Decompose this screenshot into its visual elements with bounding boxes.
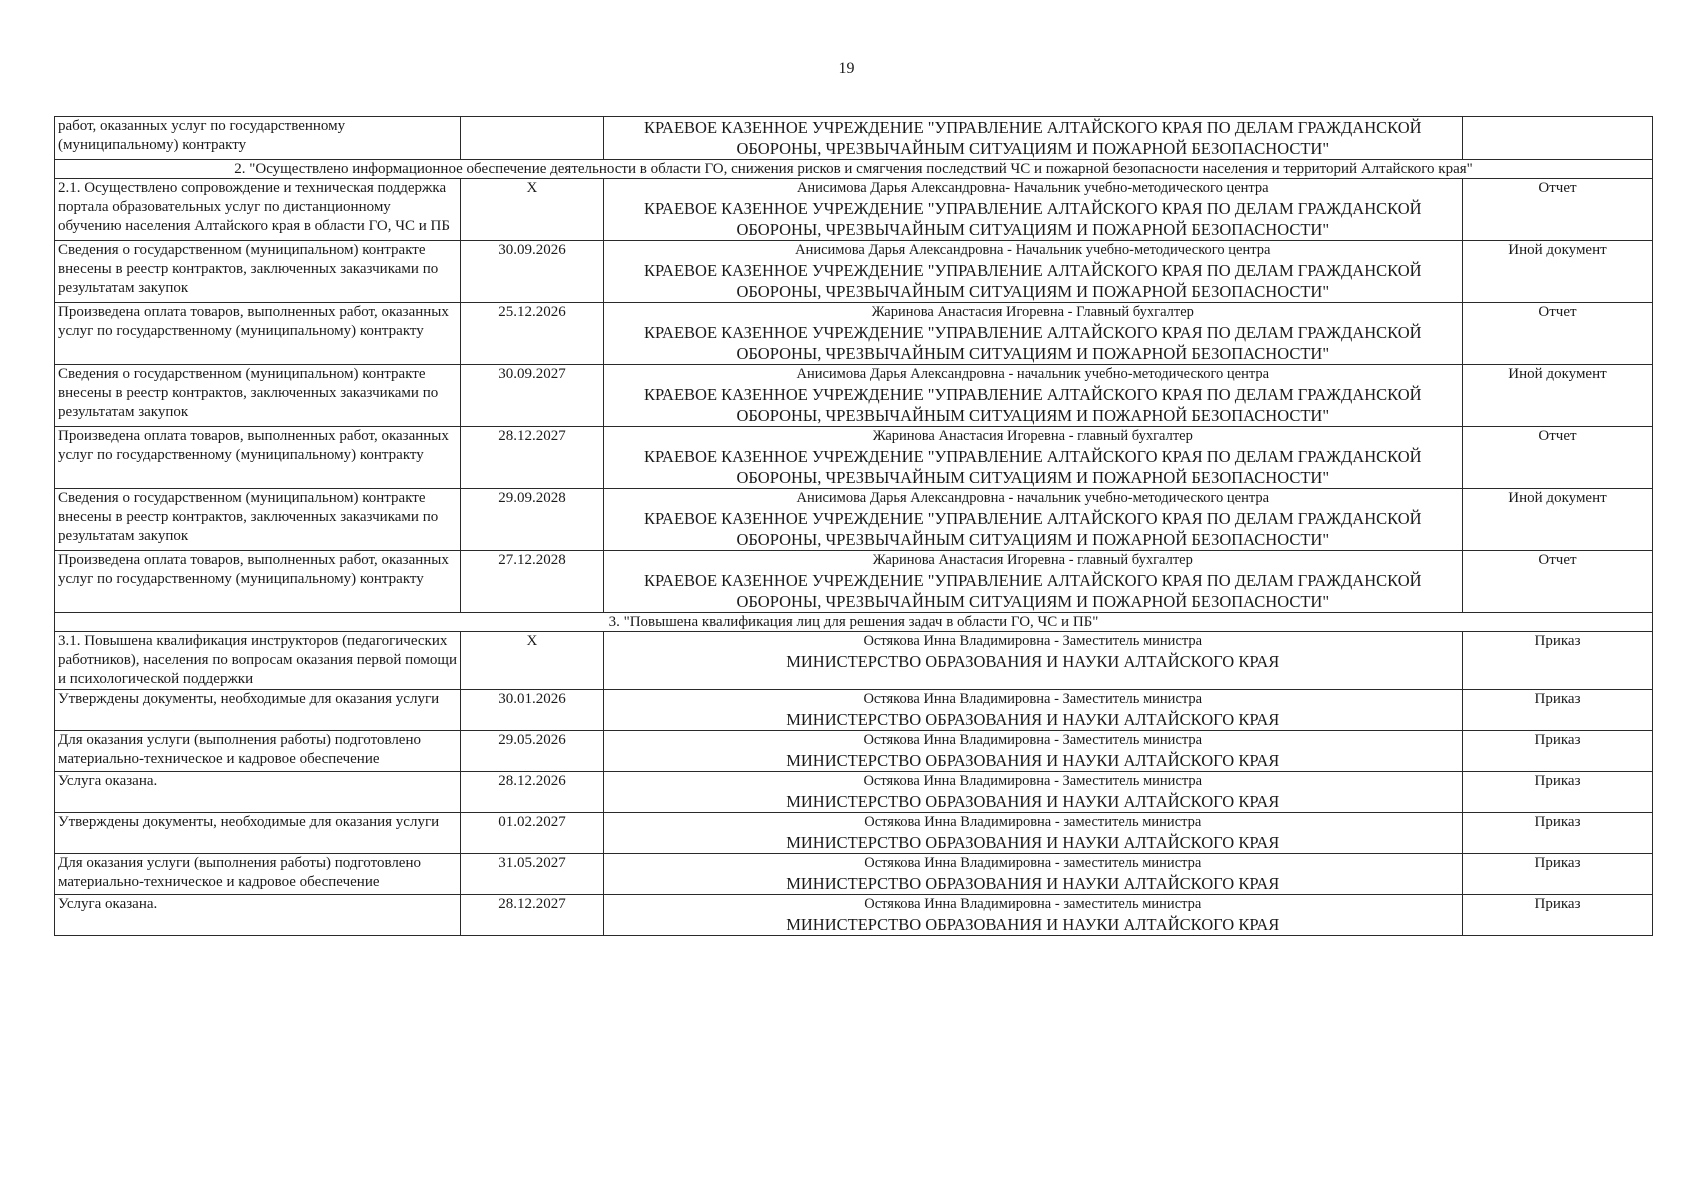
responsible-person: Остякова Инна Владимировна - заместитель министра <box>864 814 1202 830</box>
table-row <box>55 813 1653 854</box>
responsible-cell <box>603 690 1462 731</box>
responsible-person: Жаринова Анастасия Игоревна - Главный бухгалтер <box>871 304 1194 320</box>
table-row <box>55 427 1653 489</box>
responsible-cell <box>603 731 1462 772</box>
responsible-organization: МИНИСТЕРСТВО ОБРАЗОВАНИЯ И НАУКИ АЛТАЙСКОГО КРАЯ <box>786 751 1280 770</box>
document-type-cell: Приказ <box>1463 813 1653 854</box>
responsible-cell <box>603 117 1462 160</box>
event-name-cell: Услуга оказана. <box>55 895 461 936</box>
deadline-cell: 28.12.2027 <box>461 895 603 936</box>
responsible-person: Анисимова Дарья Александровна- Начальник учебно-методического центра <box>796 180 1269 196</box>
plan-table <box>54 116 1653 936</box>
responsible-person: Остякова Инна Владимировна - заместитель министра <box>864 855 1202 871</box>
responsible-cell <box>603 632 1462 690</box>
responsible-cell <box>603 303 1462 365</box>
document-type-cell: Отчет <box>1463 179 1653 241</box>
event-name-cell: Произведена оплата товаров, выполненных работ, оказанных услуг по государственному (муниципальному) контракту <box>55 303 461 365</box>
responsible-cell <box>603 772 1462 813</box>
section-title: 2. "Осуществлено информационное обеспечение деятельности в области ГО, снижения рисков и смягчения последствий ЧС и пожарной безопасности населения и территорий Алтайского края" <box>55 160 1653 179</box>
table-row <box>55 772 1653 813</box>
document-type-cell: Приказ <box>1463 731 1653 772</box>
document-type-cell: Приказ <box>1463 632 1653 690</box>
deadline-cell: 30.01.2026 <box>461 690 603 731</box>
table-row <box>55 632 1653 690</box>
deadline-cell: 30.09.2027 <box>461 365 603 427</box>
table-row <box>55 854 1653 895</box>
responsible-organization: КРАЕВОЕ КАЗЕННОЕ УЧРЕЖДЕНИЕ "УПРАВЛЕНИЕ АЛТАЙСКОГО КРАЯ ПО ДЕЛАМ ГРАЖДАНСКОЙ ОБОРОНЫ, ЧРЕЗВЫЧАЙНЫМ СИТУАЦИЯМ И ПОЖАРНОЙ БЕЗОПАСНОСТИ" <box>643 509 1422 549</box>
event-name-cell: 3.1. Повышена квалификация инструкторов (педагогических работников), населения по вопросам оказания первой помощи и психологической поддержки <box>55 632 461 690</box>
section-header-row <box>55 613 1653 632</box>
responsible-organization: МИНИСТЕРСТВО ОБРАЗОВАНИЯ И НАУКИ АЛТАЙСКОГО КРАЯ <box>786 915 1280 934</box>
responsible-person: Анисимова Дарья Александровна - Начальник учебно-методического центра <box>795 242 1271 258</box>
responsible-cell <box>603 489 1462 551</box>
responsible-cell <box>603 854 1462 895</box>
table-row <box>55 117 1653 160</box>
deadline-cell: 31.05.2027 <box>461 854 603 895</box>
event-name-cell: Услуга оказана. <box>55 772 461 813</box>
table-row <box>55 365 1653 427</box>
event-name-cell: Произведена оплата товаров, выполненных работ, оказанных услуг по государственному (муниципальному) контракту <box>55 551 461 613</box>
event-name-cell: Для оказания услуги (выполнения работы) подготовлено материально-техническое и кадровое обеспечение <box>55 731 461 772</box>
responsible-organization: МИНИСТЕРСТВО ОБРАЗОВАНИЯ И НАУКИ АЛТАЙСКОГО КРАЯ <box>786 792 1280 811</box>
responsible-person: Анисимова Дарья Александровна - начальник учебно-методического центра <box>796 366 1270 382</box>
responsible-person: Анисимова Дарья Александровна - начальник учебно-методического центра <box>796 490 1270 506</box>
responsible-organization: МИНИСТЕРСТВО ОБРАЗОВАНИЯ И НАУКИ АЛТАЙСКОГО КРАЯ <box>786 833 1280 852</box>
event-name-cell: Сведения о государственном (муниципальном) контракте внесены в реестр контрактов, заключенных заказчиками по результатам закупок <box>55 241 461 303</box>
responsible-cell <box>603 241 1462 303</box>
table-row <box>55 489 1653 551</box>
event-name-cell: 2.1. Осуществлено сопровождение и техническая поддержка портала образовательных услуг по дистанционному обучению населения Алтайского края в области ГО, ЧС и ПБ <box>55 179 461 241</box>
responsible-organization: КРАЕВОЕ КАЗЕННОЕ УЧРЕЖДЕНИЕ "УПРАВЛЕНИЕ АЛТАЙСКОГО КРАЯ ПО ДЕЛАМ ГРАЖДАНСКОЙ ОБОРОНЫ, ЧРЕЗВЫЧАЙНЫМ СИТУАЦИЯМ И ПОЖАРНОЙ БЕЗОПАСНОСТИ" <box>643 261 1422 301</box>
responsible-organization: КРАЕВОЕ КАЗЕННОЕ УЧРЕЖДЕНИЕ "УПРАВЛЕНИЕ АЛТАЙСКОГО КРАЯ ПО ДЕЛАМ ГРАЖДАНСКОЙ ОБОРОНЫ, ЧРЕЗВЫЧАЙНЫМ СИТУАЦИЯМ И ПОЖАРНОЙ БЕЗОПАСНОСТИ" <box>643 571 1422 611</box>
table-row <box>55 551 1653 613</box>
document-type-cell: Отчет <box>1463 303 1653 365</box>
deadline-cell: 29.05.2026 <box>461 731 603 772</box>
responsible-organization: КРАЕВОЕ КАЗЕННОЕ УЧРЕЖДЕНИЕ "УПРАВЛЕНИЕ АЛТАЙСКОГО КРАЯ ПО ДЕЛАМ ГРАЖДАНСКОЙ ОБОРОНЫ, ЧРЕЗВЫЧАЙНЫМ СИТУАЦИЯМ И ПОЖАРНОЙ БЕЗОПАСНОСТИ" <box>643 447 1422 487</box>
document-type-cell: Приказ <box>1463 772 1653 813</box>
deadline-cell: 25.12.2026 <box>461 303 603 365</box>
responsible-person: Остякова Инна Владимировна - Заместитель министра <box>863 633 1203 649</box>
responsible-organization: КРАЕВОЕ КАЗЕННОЕ УЧРЕЖДЕНИЕ "УПРАВЛЕНИЕ АЛТАЙСКОГО КРАЯ ПО ДЕЛАМ ГРАЖДАНСКОЙ ОБОРОНЫ, ЧРЕЗВЫЧАЙНЫМ СИТУАЦИЯМ И ПОЖАРНОЙ БЕЗОПАСНОСТИ" <box>643 118 1422 158</box>
deadline-cell: 29.09.2028 <box>461 489 603 551</box>
document-type-cell <box>1463 117 1653 160</box>
document-type-cell: Приказ <box>1463 854 1653 895</box>
deadline-cell: 28.12.2027 <box>461 427 603 489</box>
responsible-person: Остякова Инна Владимировна - заместитель министра <box>864 896 1202 912</box>
deadline-cell: 01.02.2027 <box>461 813 603 854</box>
responsible-cell <box>603 427 1462 489</box>
deadline-cell: 27.12.2028 <box>461 551 603 613</box>
document-type-cell: Приказ <box>1463 690 1653 731</box>
responsible-person: Остякова Инна Владимировна - Заместитель министра <box>863 773 1203 789</box>
deadline-cell: X <box>461 632 603 690</box>
responsible-person: Остякова Инна Владимировна - Заместитель министра <box>863 732 1203 748</box>
responsible-cell <box>603 365 1462 427</box>
responsible-organization: МИНИСТЕРСТВО ОБРАЗОВАНИЯ И НАУКИ АЛТАЙСКОГО КРАЯ <box>786 874 1280 893</box>
responsible-cell <box>603 179 1462 241</box>
responsible-person: Жаринова Анастасия Игоревна - главный бухгалтер <box>872 552 1193 568</box>
table-row <box>55 731 1653 772</box>
event-name-cell: Для оказания услуги (выполнения работы) подготовлено материально-техническое и кадровое обеспечение <box>55 854 461 895</box>
document-type-cell: Приказ <box>1463 895 1653 936</box>
responsible-organization: МИНИСТЕРСТВО ОБРАЗОВАНИЯ И НАУКИ АЛТАЙСКОГО КРАЯ <box>786 710 1280 729</box>
event-name-cell: Утверждены документы, необходимые для оказания услуги <box>55 813 461 854</box>
responsible-organization: МИНИСТЕРСТВО ОБРАЗОВАНИЯ И НАУКИ АЛТАЙСКОГО КРАЯ <box>786 652 1280 671</box>
responsible-cell <box>603 813 1462 854</box>
table-row <box>55 303 1653 365</box>
event-name-cell: Сведения о государственном (муниципальном) контракте внесены в реестр контрактов, заключенных заказчиками по результатам закупок <box>55 489 461 551</box>
deadline-cell: 28.12.2026 <box>461 772 603 813</box>
responsible-cell <box>603 895 1462 936</box>
event-name-cell: Произведена оплата товаров, выполненных работ, оказанных услуг по государственному (муниципальному) контракту <box>55 427 461 489</box>
document-type-cell: Иной документ <box>1463 241 1653 303</box>
table-row <box>55 895 1653 936</box>
event-name-cell: работ, оказанных услуг по государственному (муниципальному) контракту <box>55 117 461 160</box>
responsible-person: Жаринова Анастасия Игоревна - главный бухгалтер <box>872 428 1193 444</box>
document-type-cell: Иной документ <box>1463 489 1653 551</box>
table-row <box>55 241 1653 303</box>
responsible-organization: КРАЕВОЕ КАЗЕННОЕ УЧРЕЖДЕНИЕ "УПРАВЛЕНИЕ АЛТАЙСКОГО КРАЯ ПО ДЕЛАМ ГРАЖДАНСКОЙ ОБОРОНЫ, ЧРЕЗВЫЧАЙНЫМ СИТУАЦИЯМ И ПОЖАРНОЙ БЕЗОПАСНОСТИ" <box>643 323 1422 363</box>
event-name-cell: Утверждены документы, необходимые для оказания услуги <box>55 690 461 731</box>
section-header-row <box>55 160 1653 179</box>
document-type-cell: Отчет <box>1463 551 1653 613</box>
deadline-cell: 30.09.2026 <box>461 241 603 303</box>
table-row <box>55 690 1653 731</box>
deadline-cell: X <box>461 179 603 241</box>
page-number: 19 <box>838 60 855 77</box>
responsible-organization: КРАЕВОЕ КАЗЕННОЕ УЧРЕЖДЕНИЕ "УПРАВЛЕНИЕ АЛТАЙСКОГО КРАЯ ПО ДЕЛАМ ГРАЖДАНСКОЙ ОБОРОНЫ, ЧРЕЗВЫЧАЙНЫМ СИТУАЦИЯМ И ПОЖАРНОЙ БЕЗОПАСНОСТИ" <box>643 199 1422 239</box>
deadline-cell <box>461 117 603 160</box>
table-row <box>55 179 1653 241</box>
responsible-organization: КРАЕВОЕ КАЗЕННОЕ УЧРЕЖДЕНИЕ "УПРАВЛЕНИЕ АЛТАЙСКОГО КРАЯ ПО ДЕЛАМ ГРАЖДАНСКОЙ ОБОРОНЫ, ЧРЕЗВЫЧАЙНЫМ СИТУАЦИЯМ И ПОЖАРНОЙ БЕЗОПАСНОСТИ" <box>643 385 1422 425</box>
document-type-cell: Отчет <box>1463 427 1653 489</box>
event-name-cell: Сведения о государственном (муниципальном) контракте внесены в реестр контрактов, заключенных заказчиками по результатам закупок <box>55 365 461 427</box>
document-type-cell: Иной документ <box>1463 365 1653 427</box>
responsible-cell <box>603 551 1462 613</box>
plan-table-body <box>55 117 1653 936</box>
responsible-person: Остякова Инна Владимировна - Заместитель министра <box>863 691 1203 707</box>
section-title: 3. "Повышена квалификация лиц для решения задач в области ГО, ЧС и ПБ" <box>55 613 1653 632</box>
